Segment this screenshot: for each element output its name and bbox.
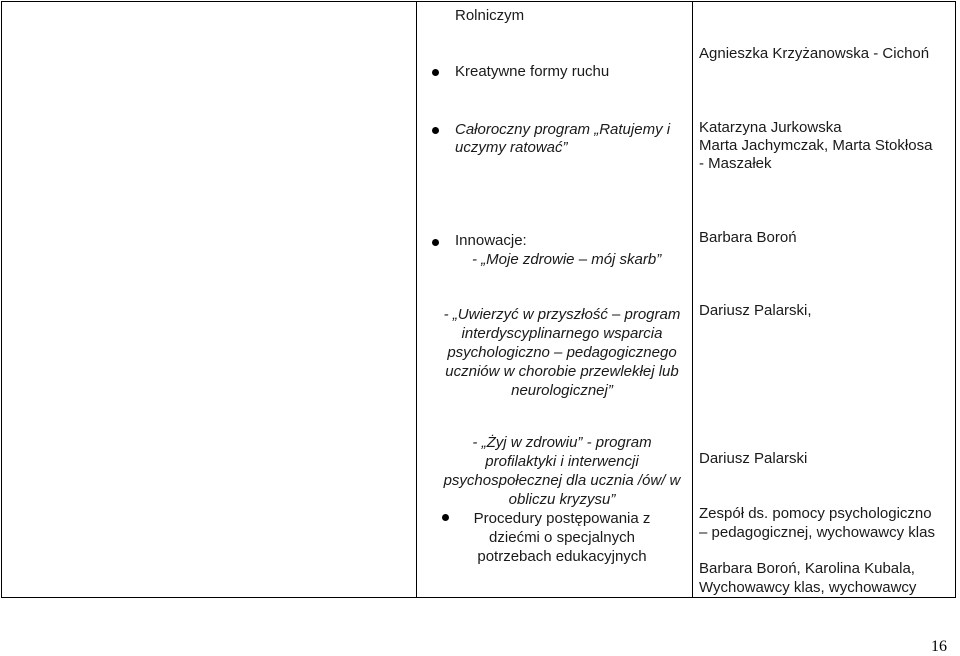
program-uwierzyc-line1: - „Uwierzyć w przyszłość – program [443, 306, 681, 323]
bullet-icon [432, 69, 439, 76]
program-zyj-line2: profilaktyki i interwencji [485, 453, 639, 470]
program-item-rolniczym: Rolniczym [455, 7, 525, 24]
program-zyj-line3: psychospołecznej dla ucznia /ów/ w [443, 472, 681, 489]
program-item-kreatywne: Kreatywne formy ruchu [455, 63, 610, 80]
program-item-caloroczny-line1 [455, 120, 670, 139]
program-procedury-line2: dziećmi o specjalnych [489, 529, 635, 546]
bullet-icon [432, 239, 439, 246]
program-table [1, 1, 956, 598]
people-zyj-line3: – pedagogicznej, wychowawcy klas [699, 524, 935, 541]
program-zyj-line1: - „Żyj w zdrowiu” - program [472, 434, 652, 451]
program-uwierzyc-line5: neurologicznej” [511, 382, 613, 399]
program-procedury-line3: potrzebach edukacyjnych [477, 548, 647, 565]
people-innowacje: Barbara Boroń [699, 229, 797, 246]
people-caloroczny-line3: - Maszałek [699, 155, 772, 172]
program-uwierzyc-line2: interdyscyplinarnego wsparcia [461, 325, 663, 342]
program-uwierzyc-line3: psychologiczno – pedagogicznego [447, 344, 677, 361]
program-zyj-line4: obliczu kryzysu” [508, 491, 616, 508]
page-number: 16 [931, 638, 947, 655]
people-caloroczny-line1: Katarzyna Jurkowska [699, 119, 842, 136]
bullet-icon [432, 127, 439, 134]
program-item-caloroczny-line2: uczymy ratować” [455, 139, 568, 156]
program-caloroczny-text: Całoroczny program „Ratujemy i [455, 121, 671, 138]
people-caloroczny-line2: Marta Jachymczak, Marta Stokłosa [699, 137, 933, 154]
people-zyj-line4: Barbara Boroń, Karolina Kubala, [699, 560, 915, 577]
people-uwierzyc: Dariusz Palarski, [699, 302, 812, 319]
program-item-moje-zdrowie: - „Moje zdrowie – mój skarb” [472, 251, 662, 268]
program-item-innowacje-label: Innowacje: [455, 232, 527, 249]
people-zyj-line2: Zespół ds. pomocy psychologiczno [699, 505, 932, 522]
people-zyj-line5: Wychowawcy klas, wychowawcy [699, 579, 917, 596]
program-uwierzyc-line4: uczniów w chorobie przewlekłej lub [445, 363, 679, 380]
people-kreatywne: Agnieszka Krzyżanowska - Cichoń [699, 45, 930, 62]
people-zyj-line1: Dariusz Palarski [699, 450, 808, 467]
program-procedury-line1: Procedury postępowania z [473, 510, 651, 527]
column-divider-left [416, 2, 417, 597]
